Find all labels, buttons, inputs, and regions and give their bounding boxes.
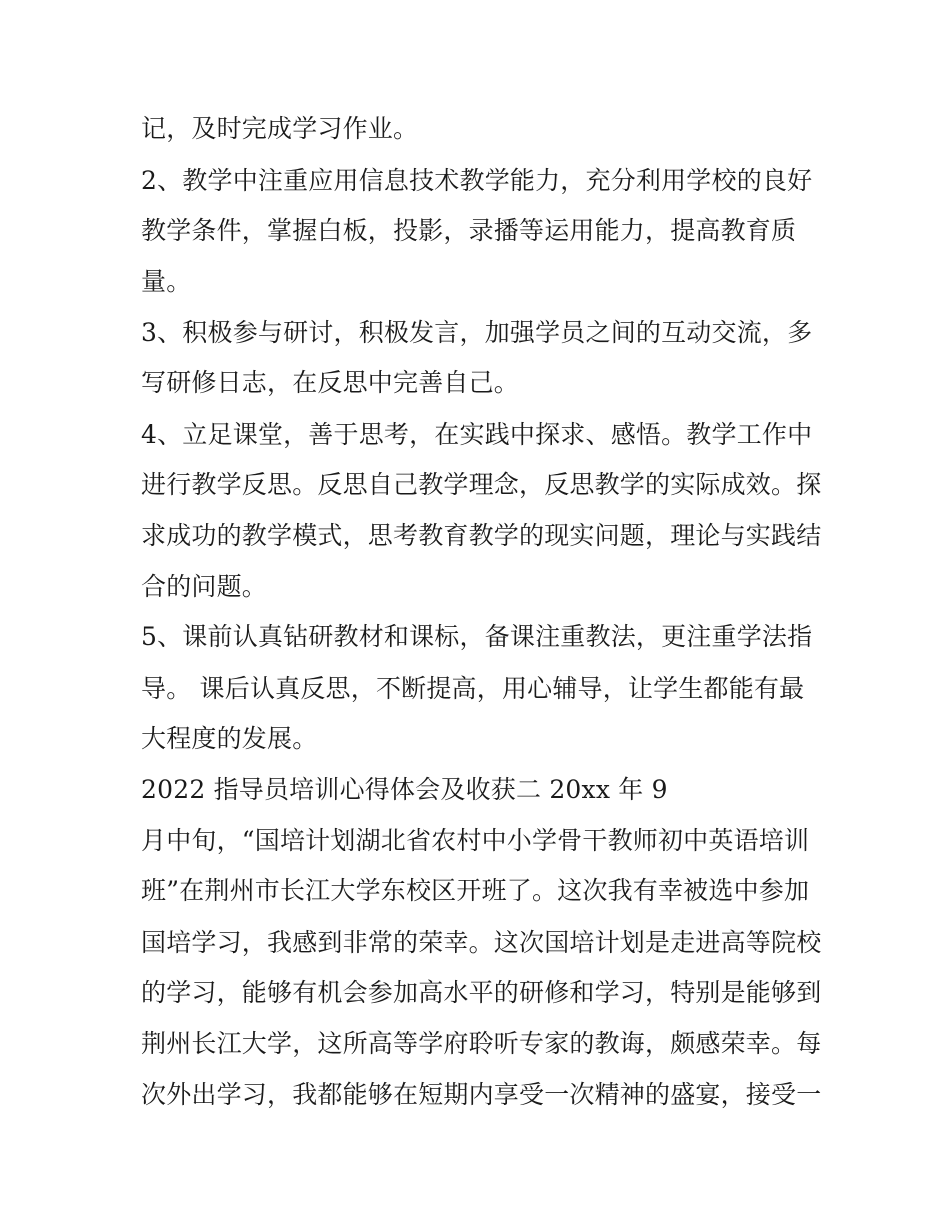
text-line: 国培学习，我感到非常的荣幸。这次国培计划是走进高等院校 [141,928,822,957]
text-line: 3、积极参与研讨，积极发言，加强学员之间的互动交流，多 [141,318,813,347]
text-line: 合的问题。 [141,572,268,601]
text-line: 2022 指导员培训心得体会及收获二 20xx 年 9 [141,775,668,804]
text-line: 导。 课后认真反思，不断提高，用心辅导，让学生都能有最 [141,674,805,703]
text-line: 4、立足课堂，善于思考，在实践中探求、感悟。教学工作中 [141,420,813,449]
text-line: 写研修日志，在反思中完善自己。 [141,368,520,397]
text-line: 班”在荆州市长江大学东校区开班了。这次我有幸被选中参加 [141,876,810,905]
text-line: 记，及时完成学习作业。 [141,114,419,143]
text-line: 的学习，能够有机会参加高水平的研修和学习，特别是能够到 [141,978,822,1007]
text-line: 月中旬，“国培计划湖北省农村中小学骨干教师初中英语培训 [141,826,810,855]
text-line: 进行教学反思。反思自己教学理念，反思教学的实际成效。探 [141,470,822,499]
text-line: 大程度的发展。 [141,724,318,753]
text-line: 求成功的教学模式，思考教育教学的现实问题，理论与实践结 [141,521,822,550]
text-line: 次外出学习，我都能够在短期内享受一次精神的盛宴，接受一 [141,1080,822,1109]
text-line: 2、教学中注重应用信息技术教学能力，充分利用学校的良好 [141,166,813,195]
text-line: 5、课前认真钻研教材和课标，备课注重教法，更注重学法指 [141,622,813,651]
text-line: 教学条件，掌握白板，投影，录播等运用能力，提高教育质 [141,216,797,245]
text-line: 荆州长江大学，这所高等学府聆听专家的教诲，颇感荣幸。每 [141,1029,822,1058]
text-line: 量。 [141,267,192,296]
